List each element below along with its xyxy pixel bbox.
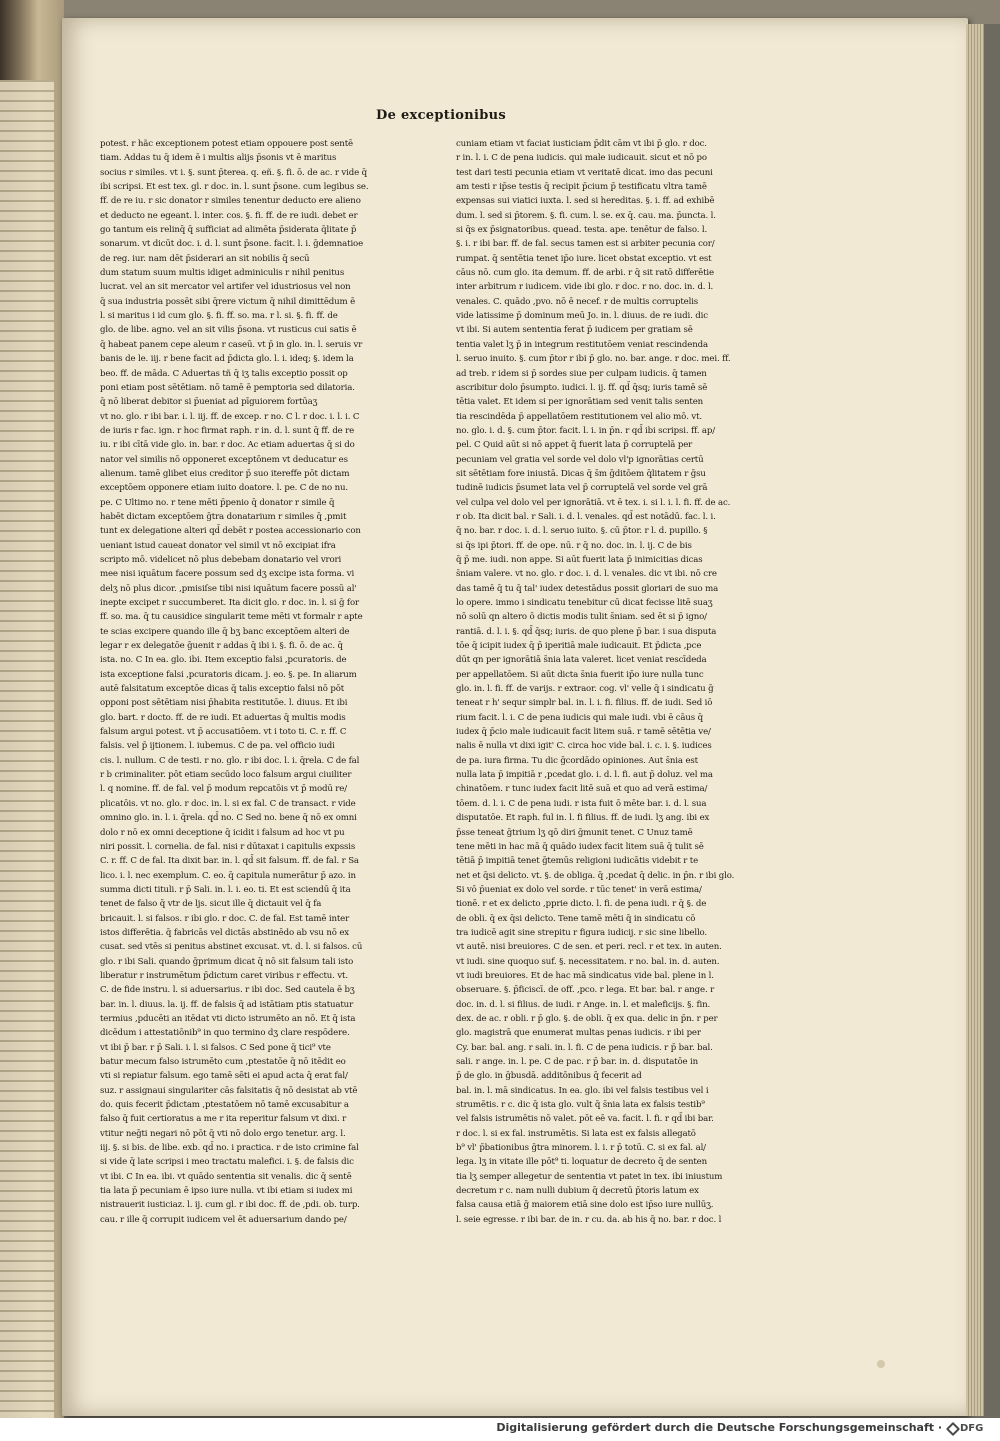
text-line: ff. so. ma. q̄ tu causidice singularit teme mēti vt formalr r apte	[100, 612, 363, 623]
text-line: expensas sui viatici iuxta. l. sed si hereditas. §. i. ff. ad exhibē	[456, 196, 715, 207]
text-line: sali. r ange. in. l. pe. C de pac. r p̄ bar. in. d. disputatōe in	[456, 1057, 699, 1067]
text-line: cis. l. nullum. C de testi. r no. glo. r ibi doc. l. i. q̄rela. C de fal	[100, 755, 360, 766]
text-line: de obli. q̄ ex q̄si delicto. Tene tamē mēti q̄ in sindicatu cō	[456, 913, 696, 924]
text-line: vide latissime p̄ dominum meū Jo. in. l. diuus. de re iudi. dic	[456, 311, 708, 322]
text-line: iij. §. si bis. de libe. exb. qd̄ no. i practica. r de isto crimine fal	[100, 1143, 359, 1154]
text-line: q̄ no. bar. r doc. i. d. l. seruo iuito. §. cū p̄tor. r l. d. pupillo. §	[456, 526, 708, 537]
text-line: ff. de re iu. r sic donator r similes tenentur deducto ere alieno	[100, 196, 361, 207]
text-line: r in. l. i. C de pena iudicis. qui male iudicauit. sicut et nō po	[456, 153, 707, 164]
text-line: l. seruo inuito. §. cum p̄tor r ibi p̄ glo. no. bar. ange. r doc. mei. ff.	[456, 354, 731, 365]
text-line: r ob. Ita dicit bal. r Sali. i. d. l. venales. qd̄ est notādū. fac. l. i.	[456, 511, 716, 522]
text-line: l. q nomine. ff. de fal. vel p̄ modum reꝑcatōis vt p̄ modū re/	[100, 784, 347, 795]
text-line: nistrauerit iusticiaz. l. ij. cum gl. r ibi doc. ff. de ,pdi. ob. turp.	[100, 1200, 360, 1211]
text-line: de iuris r fac. ign. r hoc firmat raph. r in. d. l. sunt q̄ ff. de re	[100, 425, 355, 436]
text-line: ueniant istud caueat donator vel simil vt nō excipiat ifra	[100, 540, 336, 551]
text-line: r b criminaliter. pōt etiam secūdo loco falsum argui ciuiliter	[100, 770, 352, 781]
text-line: lucrat. vel an sit mercator vel artifer vel idustriosus vel non	[100, 282, 351, 293]
text-line: tia rescindēda p̄ appellatōem restitutionem vel alio mō. vt.	[456, 411, 702, 422]
text-line: per appellatōem. Si aūt dicta s̄nia fuerit ip̄o iure nulla tunc	[456, 669, 704, 680]
text-line: si q̄s ipi p̄tori. ff. de ope. nū. r q̄ no. doc. in. l. ij. C de bis	[456, 540, 692, 551]
text-line: scripto mō. videlicet nō plus debebam donatario vel vrori	[100, 554, 342, 565]
text-line: banis de le. iij. r bene facit ad p̄dicta glo. l. i. ideq; §. idem la	[100, 354, 354, 365]
text-line: bar. in. l. diuus. la. ij. ff. de falsis q̄ ad istātiam ptis statuatur	[100, 999, 354, 1010]
text-line: tra iudicē agit sine strepitu r figura iudicij. r sic sine libello.	[456, 927, 708, 938]
text-line: lega. lʒ in vitate ille pōt⁹ ti. loquatur de decreto q̄ de senten	[456, 1157, 707, 1168]
text-line: cāus nō. cum glo. ita demum. ff. de arbi. r q̄ sit ratō differētie	[456, 268, 714, 279]
page-stack-edge	[966, 24, 984, 1416]
text-line: rantiā. d. l. i. §. qd̄ q̄sq; iuris. de quo plene p̄ bar. i sua disputa	[456, 626, 717, 637]
text-line: delʒ nō plus dicor. ,pmisiſse tibi nisi iquātum facere possū al'	[100, 583, 357, 594]
text-line: autē falsitatum exceptōe dicas q̄ talis exceptio falsi nō pōt	[100, 684, 345, 695]
text-line: dolo r nō ex omni deceptione q̄ icidit i falsum ad hoc vt pu	[100, 827, 345, 838]
text-line: sonarum. vt dicūt doc. i. d. l. sunt p̄sone. facit. l. i. ḡdemnatioe	[100, 239, 364, 250]
text-line: Cy. bar. bal. ang. r sali. in. l. fi. C de pena iudicis. r p̄ bar. bal.	[456, 1042, 713, 1053]
text-line: tenet de falso q̄ vtr de ljs. sicut ille q̄ dictauit vel q̄ fa	[100, 899, 322, 910]
text-line: vt ibi. Si autem sententia ferat p̄ iudicem per gratiam sē	[456, 325, 693, 336]
text-line: l. si maritus i id cum glo. §. fi. ff. so. ma. r l. si. §. fi. ff. de	[100, 311, 338, 322]
text-line: vti si reꝑiatur falsum. ego tamē sēti ei apud acta q̄ erat fal/	[100, 1071, 348, 1082]
text-line: ad treb. r idem si p̄ sordes siue per culpam iudicis. q̄ tamen	[456, 368, 707, 379]
text-line: dūt qn per ignorātiā s̄nia lata valeret. licet veniat rescīdeda	[456, 655, 707, 666]
text-line: pecuniam vel gratia vel sorde vel dolo vl'p ignorātias certū	[456, 454, 704, 465]
text-line: vt ibi p̄ bar. r p̄ Sali. i. l. si falsos. C Sed pone q̄ tici⁹ vte	[100, 1042, 331, 1053]
text-line: exceptōem opponere etiam iuito doatore. l. pe. C de no nu.	[100, 483, 349, 494]
text-line: rium facit. l. i. C de pena iudicis qui male iudi. vbi ē cāus q̄	[456, 712, 703, 723]
text-line: istos differētia. q̄ fabricās vel dictās abstinēdo ab vsu nō ex	[100, 927, 350, 938]
text-line: pe. C Ultimo no. r tene mēti p̄penio q̄ donator r simile q̄	[100, 497, 335, 508]
text-line: omnino glo. in. l. i. q̄rela. qd̄ no. C Sed no. bene q̄ nō ex omni	[100, 813, 357, 824]
dfg-diamond-icon	[946, 1421, 960, 1435]
text-line: nulla lata p̄ impitiā r ,pcedat glo. i. d. l. fi. aut p̄ doluz. vel ma	[456, 770, 713, 781]
text-line: tia lʒ semper allegetur de sententia vt patet in tex. ibi iniustum	[456, 1171, 723, 1182]
text-line: q̄ p̄ me. iudi. non appe. Si aūt fuerit lata p̄ inimicitias dicas	[456, 554, 703, 565]
text-line: tudinē iudicis p̄sumet lata vel p̄ corruptelā vel sorde vel grā	[456, 483, 708, 494]
text-line: niri possit. l. cornelia. de fal. nisi r dūtaxat i capitulis expssis	[100, 841, 356, 852]
text-line: vel falsis istrumētis nō valet. pōt eē va. facit. l. fi. r qd̄ ibi bar.	[456, 1114, 714, 1125]
text-line: tōem. d. l. i. C de pena iudi. r ista fuit ō mēte bar. i. d. l. sua	[456, 798, 707, 809]
text-line: beo. ff. de māda. C Aduertas tñ q̄ iʒ talis exceptio possit op	[100, 368, 348, 379]
text-line: de pa. iura firma. Tu dic ḡcordādo opiniones. Aut s̄nia est	[456, 755, 698, 766]
text-line: s̄niam valere. vt no. glo. r doc. i. d. l. venales. dic vt ibi. nō cre	[456, 569, 717, 580]
text-line: q̄ nō liberat debitor si p̄ueniat ad pīguiorem fortūaʒ	[100, 397, 318, 408]
text-line: te scias excipere quando ille q̄ bʒ banc exceptōem alteri de	[100, 626, 350, 637]
text-line: ibi scripsi. Et est tex. gl. r doc. in. l. sunt p̄sone. cum legibus se.	[100, 182, 369, 193]
text-line: rumpat. q̄ sentētia tenet ip̄o iure. licet obstat exceptio. vt est	[456, 253, 712, 264]
text-line: mee nisi iquātum facere possum sed dʒ excipe ista forma. vi	[100, 569, 355, 580]
text-line: cusat. sed vtēs si penitus abstinet excusat. vt. d. l. si falsos. cū	[100, 942, 363, 953]
text-line: no. glo. i. d. §. cum p̄tor. facit. l. i. in p̄n. r qd̄ ibi scripsi. ff. ap/	[456, 425, 715, 436]
text-line: suz. r assignaui singulariter cās falsitatis q̄ nō desistat ab vtē	[100, 1085, 358, 1096]
text-line: p̄sse teneat ḡtrium lʒ qō diri ḡmunit tenet. C Unuz tamē	[456, 827, 693, 838]
dfg-logo	[948, 1421, 986, 1436]
text-line: inter arbitrum r iudicem. vide ibi glo. r doc. r no. doc. in. d. l.	[456, 282, 714, 293]
right-text-column	[456, 137, 756, 1225]
text-line: si vide q̄ late scripsi i meo tractatu malefici. i. §. de falsis dic	[100, 1157, 354, 1168]
text-line: falsis. vel p̄ ijtionem. l. iubemus. C de pa. vel officio iudi	[100, 741, 335, 752]
text-line: dum. l. sed si p̄torem. §. fi. cum. l. se. ex q̄. cau. ma. p̄uncta. l.	[456, 210, 716, 221]
text-line: q̄ habeat panem cepe aleum r caseū. vt p̄ in glo. in. l. seruis vr	[100, 339, 363, 350]
text-line: disputatōe. Et raph. ful in. l. fi filius. ff. de iudi. lʒ ang. ibi ex	[456, 813, 710, 824]
text-line: tene mēti in hac mā q̄ quādo iudex facit litem suā q̄ tulit sē	[456, 841, 704, 852]
text-line: plicatōis. vt no. glo. r doc. in. l. si ex fal. C de transact. r vide	[100, 798, 356, 809]
digitization-credit: Digitalisierung gefördert durch die Deutsche Forschungsgemeinschaft ·	[496, 1421, 942, 1434]
text-line: si q̄s ex p̄signatoribus. quead. testa. ape. tenētur de falso. l.	[456, 225, 708, 236]
text-line: vt iudi breuiores. Et de hac mā sindicatus vide bal. plene in l.	[456, 970, 714, 981]
text-line: strumētis. r c. dic q̄ ista glo. vult q̄ s̄nia lata ex falsis testib⁹	[456, 1100, 705, 1111]
text-line: obseruare. §. p̄ficiscī. de off. ,pco. r lega. Et bar. bal. r ange. r	[456, 985, 715, 996]
text-line: batur mecum falso istrumēto cum ,ptestatōe q̄ nō itēdit eo	[100, 1057, 346, 1067]
text-line: tiam. Addas tu q̄ idem ē i multis alijs p̄sonis vt ē maritus	[100, 153, 337, 164]
text-line: tōe q̄ icipit iudex q̄ p̄ iperitiā male iudicauit. Et p̄dicta ,pce	[456, 641, 702, 652]
dfg-logo-text: DFG	[960, 1423, 984, 1434]
text-line: am testi r ip̄se testis q̄ recipit p̄cium p̄ testificatu vltra tamē	[456, 182, 707, 193]
text-line: cau. r ille q̄ corrupit iudicem vel ēt aduersarium dando pe/	[100, 1214, 347, 1225]
text-line: bal. in. l. mā sindicatus. In ea. glo. ibi vel falsis testibus vel i	[456, 1085, 709, 1096]
text-line: r doc. l. si ex fal. instrumētis. Si lata est ex falsis allegatō	[456, 1128, 696, 1139]
text-line: nō solū qn altero ō dictis modis tulit s̄niam. sed ēt si p̄ igno/	[456, 612, 707, 623]
text-line: dicēdum i attestatiōnib⁹ in quo termino dʒ clare respōdere.	[100, 1028, 350, 1039]
text-line: tionē. r et ex delicto ,pprie dicto. l. fi. de pena iudi. r q̄ §. de	[456, 899, 707, 910]
text-line: poni etiam post sētētiam. nō tamē ē pemptoria sed dilatoria.	[100, 382, 355, 393]
text-line: das tamē q̄ tu q̄ tal' iudex detestādus possit gloriari de suo ma	[456, 583, 719, 594]
text-line: de reg. iur. nam dēt p̄siderari an sit nobilis q̄ secū	[100, 253, 310, 264]
paper-hole	[877, 1360, 885, 1368]
text-line: go tantum eis relinq̄ q̄ sufficiat ad alimēta p̄siderata q̄litate p̄	[100, 225, 357, 236]
text-line: venales. C. quādo ,pvo. nō ē necef. r de multis corruptelis	[456, 296, 699, 307]
text-line: habēt dictam exceptōem ḡtra donatarium r similes q̄ ,pmit	[100, 511, 347, 522]
text-line: §. i. r ibi bar. ff. de fal. secus tamen est si arbiter pecunia cor/	[456, 239, 715, 250]
text-line: lo opere. immo i sindicatu tenebitur cū dicat fecisse litē suaʒ	[456, 598, 713, 608]
text-line: tētia valet. Et idem si per ignorātiam sed venit talis senten	[456, 397, 704, 408]
previous-page-edge	[0, 80, 54, 1420]
text-line: summa dicti tituli. r p̄ Sali. in. l. i. eo. ti. Et est sciendū q̄ ita	[100, 884, 351, 895]
text-line: C. de fide instru. l. si aduersarius. r ibi doc. Sed cautela ē bʒ	[100, 985, 355, 996]
text-line: do. quis fecerit p̄dictam ,ptestatōem nō tamē excusabitur a	[100, 1100, 349, 1111]
text-line: vel culpa vel dolo vel per ignorātiā. vt ē tex. i. si l. i. l. fi. ff. de ac.	[456, 497, 731, 508]
text-line: decretum r c. nam nulli dubium q̄ decretū p̄toris latum ex	[456, 1186, 699, 1197]
text-line: socius r similes. vt i. §. sunt p̄terea. q. eñ. §. fi. ō. de ac. r vide q̄	[100, 167, 367, 178]
text-line: et deducto ne egeant. l. inter. cos. §. fi. ff. de re iudi. debet er	[100, 210, 358, 221]
text-line: alienum. tamē glibet eius creditor p̄ suo itereffe pōt dictam	[100, 468, 350, 479]
text-line: doc. in. d. l. si filius. de iudi. r Ange. in. l. et maleficijs. §. fin.	[456, 999, 711, 1010]
text-line: l. seie egresse. r ibi bar. de in. r cu. da. ab his q̄ no. bar. r doc. l	[456, 1214, 722, 1225]
text-line: glo. r ibi Sali. quando ḡprimum dicat q̄ nō sit falsum tali isto	[100, 956, 354, 967]
text-line: q̄ sua industria possēt sibi q̄rere victum q̄ nihil dimittēdum ē	[100, 296, 356, 307]
text-line: termius ,pducēti an itēdat vti dicto istrumēto an nō. Et q̄ ista	[100, 1013, 356, 1024]
text-line: iu. r ibi cītā vide glo. in. bar. r doc. Ac etiam aduertas q̄ si do	[100, 440, 355, 451]
text-line: teneat r h' sequr simplr bal. in. l. i. fi. filius. ff. de iudi. Sed iō	[456, 698, 713, 709]
text-line: tia lata p̄ pecuniam ē ipso iure nulla. vt ibi etiam si iudex mi	[100, 1186, 353, 1197]
text-line: C. r. ff. C de fal. Ita dixit bar. in. l. qd̄ sit falsum. ff. de fal. r Sa	[100, 856, 359, 867]
text-line: vt iudi. sine quoquo suf. §. necessitatem. r no. bal. in. d. auten.	[456, 956, 720, 967]
text-line: test dari testi pecunia etiam vt veritatē dicat. imo das pecuni	[456, 167, 713, 178]
text-line: b⁹ vl' p̄bationibus ḡtra minorem. l. i. r p̄ totū. C. si ex fal. al/	[456, 1143, 706, 1154]
text-line: ista exceptione falsi ,pcuratoris dicam. j. eo. §. pe. In aliarum	[100, 669, 357, 680]
text-line: falso q̄ fuit certioratus a me r ita reperitur falsum vt dixi. r	[100, 1114, 347, 1125]
text-line: vt ibi. C In ea. ibi. vt quādo sententia sit venalis. dic q̄ sentē	[100, 1171, 352, 1182]
text-line: inepte excipet r succumberet. Ita dicit glo. r doc. in. l. si ḡ for	[100, 598, 359, 608]
left-text-column	[100, 137, 400, 1225]
text-line: ista. no. C In ea. glo. ibi. Item exceptio falsi ,pcuratoris. de	[100, 655, 347, 666]
text-line: opponi post sētētiam nisi p̄habita restitutōe. l. diuus. Et ibi	[100, 698, 348, 709]
text-line: tētiā p̄ impitiā tenet ḡtemūs religioni iudicātis videbit r te	[456, 856, 699, 867]
text-line: chinatōem. r tunc iudex facit litē suā et quo ad verā estima/	[456, 784, 708, 795]
text-line: tunt ex delegatione alteri qd̄ debēt r postea accessionario con	[100, 526, 361, 537]
text-line: falsa causa etiā ḡ maiorem etiā sine dolo est ip̄so iure nullūʒ.	[456, 1200, 714, 1211]
running-head: De exceptionibus	[376, 108, 507, 123]
text-line: glo. magistrā que enumerat multas penas iudicis. r ibi per	[456, 1028, 701, 1039]
text-line: glo. bart. r docto. ff. de re iudi. Et aduertas q̄ multis modis	[100, 712, 346, 723]
text-line: ascribitur dolo p̄sumpto. iudici. l. ij. ff. qd̄ q̄sq; iuris tamē sē	[456, 382, 708, 393]
text-line: bricauit. l. si falsos. r ibi glo. r doc. C. de fal. Est tamē inter	[100, 913, 350, 924]
text-line: liberatur r instrumētum p̄dictum caret viribus r effectu. vt.	[100, 970, 348, 981]
text-line: lico. i. l. nec exemplum. C. eo. q̄ capitula numerātur p̄ azo. in	[100, 870, 356, 881]
text-line: dum statum suum multis idiget adminiculis r nihil penitus	[100, 268, 345, 279]
text-line: dex. de ac. r obli. r p̄ glo. §. de obli. q̄ ex qua. delic in p̄n. r per	[456, 1013, 718, 1024]
text-line: glo. de libe. agno. vel an sit vilis p̄sona. vt rusticus cui satis ē	[100, 325, 357, 336]
text-line: nalis ē nulla vt dixi igit' C. circa hoc vide bal. i. c. i. §. iudices	[456, 741, 712, 752]
text-line: vt autē. nisi breuiores. C de sen. et peri. recl. r et tex. in auten.	[456, 942, 722, 953]
text-line: falsum argui potest. vt p̄ accusatiōem. vt i toto ti. C. r. ff. C	[100, 727, 347, 738]
text-line: pel. C Quid aūt si nō appet q̄ fuerit lata p̄ corruptelā per	[456, 440, 693, 451]
text-line: p̄ de glo. in ḡbusdā. additōnibus q̄ fecerit ad	[456, 1071, 642, 1082]
text-line: iudex q̄ p̄cio male iudicauit facit litem suā. r tamē sētētia ve/	[456, 727, 711, 738]
text-line: potest. r hãc exceptionem potest etiam oppouere post sentē	[100, 139, 353, 149]
text-line: vt no. glo. r ibi bar. i. l. iij. ff. de excep. r no. C l. r doc. i. l. i. C	[100, 411, 360, 422]
text-line: legar r ex delegatōe ḡuenit r addas q̄ ibi i. §. fi. ō. de ac. q̄	[100, 641, 343, 652]
text-line: nator vel similis nō opponeret exceptōnem vt deducatur es	[100, 454, 348, 465]
text-line: net et q̄si delicto. vt. §. de obliga. q̄ ,pcedat q̄ delic. in p̄n. r ibi glo.	[456, 870, 735, 881]
text-line: Si vō p̄ueniat ex dolo vel sorde. r tūc tenet' in verā estima/	[456, 884, 702, 895]
text-line: vtitur neḡti negari nō pōt q̄ vti nō dolo ergo tenetur. arg. l.	[100, 1128, 346, 1139]
text-line: glo. in. l. fi. ff. de varijs. r extraor. cog. vl' velle q̄ i sindicatu ḡ	[456, 684, 714, 695]
text-line: sit sētētiam fore iniustā. Dicas q̄ s̄m ḡditōem q̄litatem r ḡsu	[456, 468, 706, 479]
text-line: tentia valet lʒ p̄ in integrum restitutōem veniat rescindenda	[456, 339, 708, 350]
text-line: cuniam etiam vt faciat iusticiam p̄dit cām vt ibi p̄ glo. r doc.	[456, 139, 707, 149]
